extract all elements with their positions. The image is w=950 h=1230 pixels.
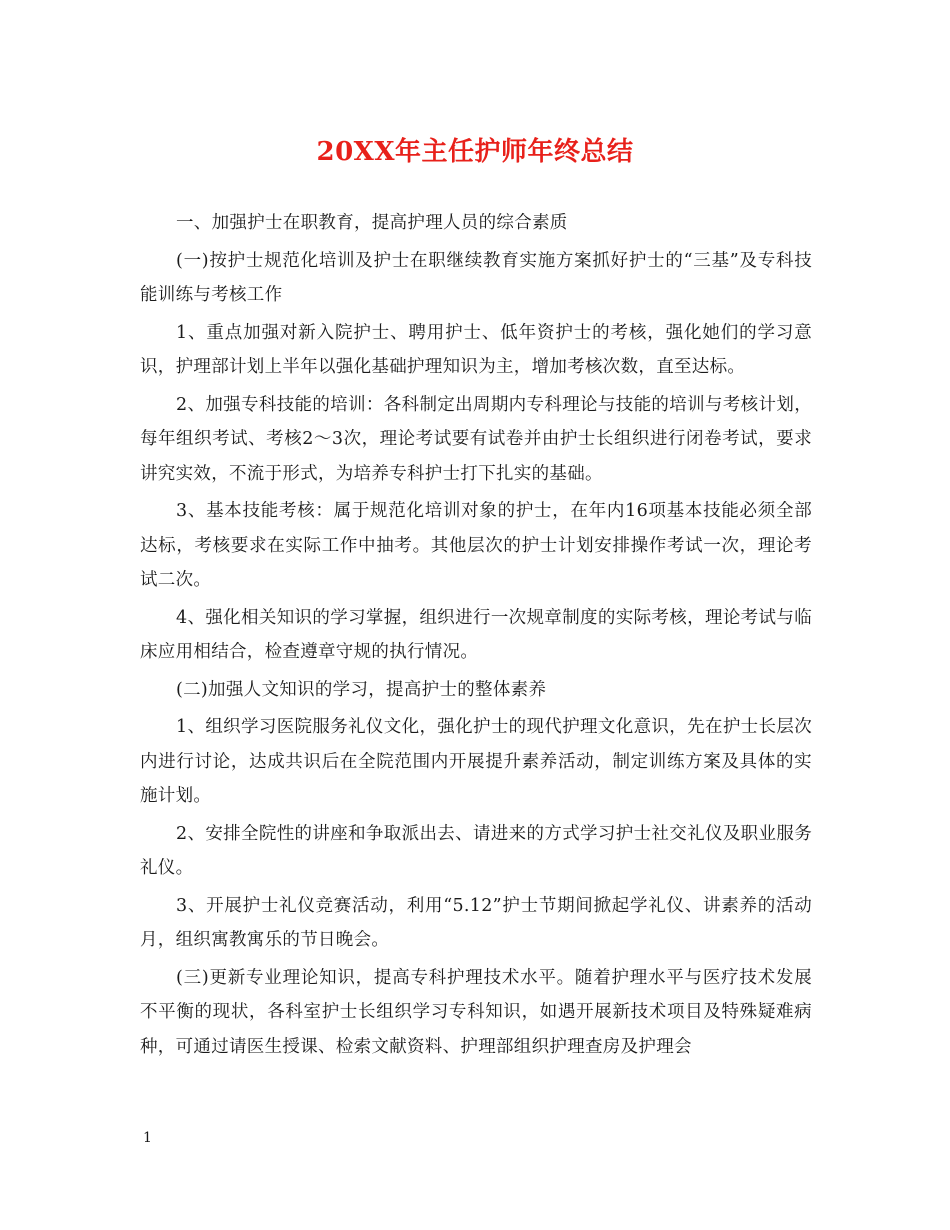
paragraph-subsection-1-heading: (一)按护士规范化培训及护士在职继续教育实施方案抓好护士的“三基”及专科技能训练与考核工作 (140, 250, 812, 305)
paragraph-section-1-heading: 一、加强护士在职教育，提高护理人员的综合素质 (176, 213, 568, 233)
paragraph-item-2-3: 3、开展护士礼仪竞赛活动，利用“5.12”护士节期间掀起学礼仪、讲素养的活动月，组织寓教寓乐的节日晚会。 (140, 895, 812, 950)
paragraph-item-1-3: 3、基本技能考核：属于规范化培训对象的护士，在年内16项基本技能必须全部达标，考核要求在实际工作中抽考。其他层次的护士计划安排操作考试一次，理论考试二次。 (140, 501, 812, 590)
paragraph-subsection-3: (三)更新专业理论知识，提高专科护理技术水平。随着护理水平与医疗技术发展不平衡的现状，各科室护士长组织学习专科知识，如遇开展新技术项目及特殊疑难病种，可通过请医生授课、检索文献资料、护理部组织护理查房及护理会 (140, 967, 812, 1057)
paragraph-item-2-1: 1、组织学习医院服务礼仪文化，强化护士的现代护理文化意识，先在护士长层次内进行讨论，达成共识后在全院范围内开展提升素养活动，制定训练方案及具体的实施计划。 (140, 717, 812, 806)
paragraph-item-1-2: 2、加强专科技能的培训：各科制定出周期内专科理论与技能的培训与考核计划，每年组织考试、考核2～3次，理论考试要有试卷并由护士长组织进行闭卷考试，要求讲究实效，不流于形式，为培养专科护士打下扎实的基础。 (140, 394, 812, 484)
paragraph-item-2-2: 2、安排全院性的讲座和争取派出去、请进来的方式学习护士社交礼仪及职业服务礼仪。 (140, 823, 812, 878)
paragraph-item-1-1: 1、重点加强对新入院护士、聘用护士、低年资护士的考核，强化她们的学习意识，护理部计划上半年以强化基础护理知识为主，增加考核次数，直至达标。 (140, 322, 812, 377)
paragraph-item-1-4: 4、强化相关知识的学习掌握，组织进行一次规章制度的实际考核，理论考试与临床应用相结合，检查遵章守规的执行情况。 (140, 607, 812, 662)
page-number: 1 (143, 1130, 152, 1146)
document-title: 20XX年主任护师年终总结 (316, 137, 634, 167)
paragraph-subsection-2-heading: (二)加强人文知识的学习，提高护士的整体素养 (176, 679, 547, 700)
document-body (140, 206, 812, 1067)
